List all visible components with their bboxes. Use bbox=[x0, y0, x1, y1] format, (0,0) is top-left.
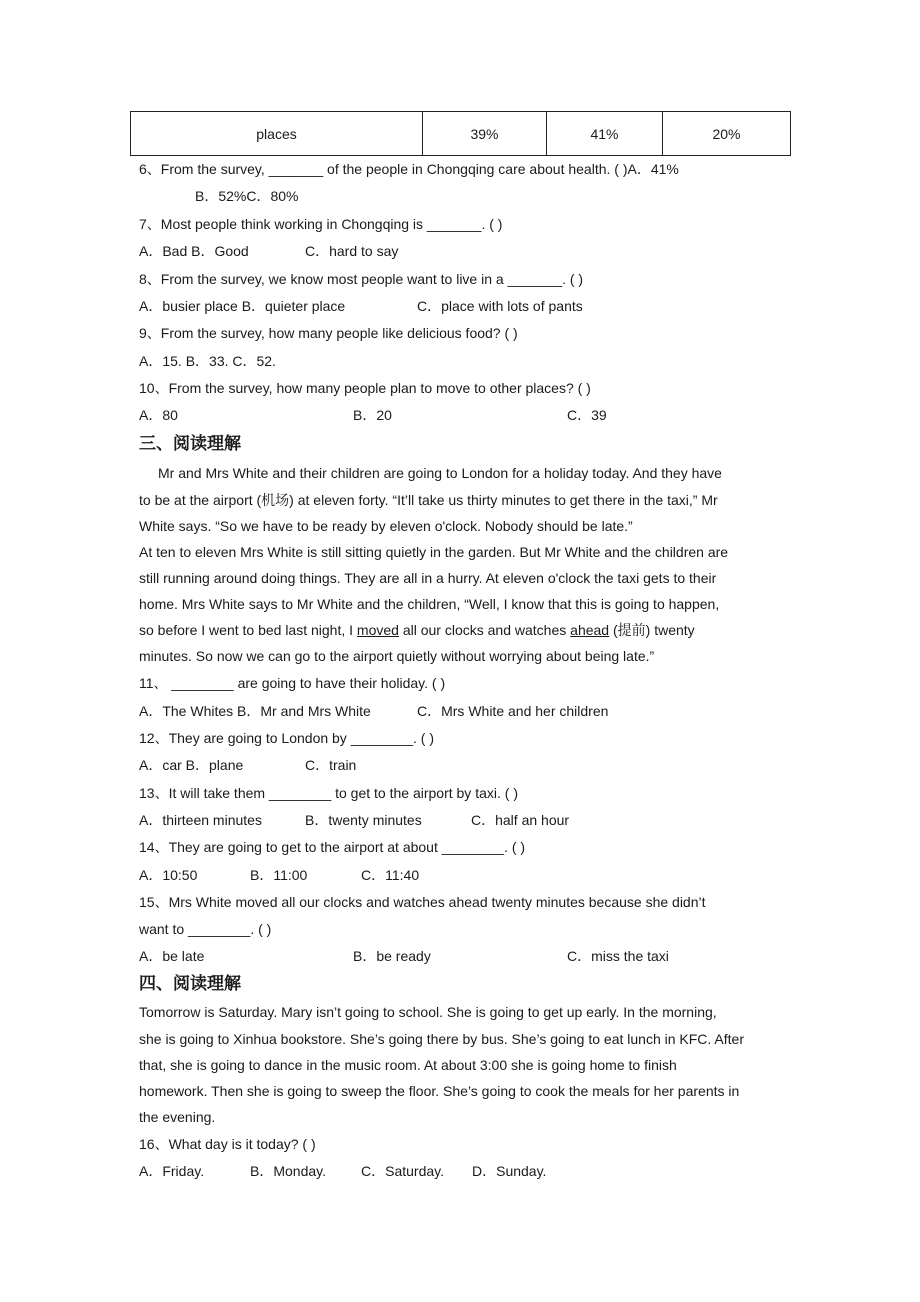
survey-table bbox=[130, 111, 791, 156]
passage-line bbox=[139, 621, 695, 639]
option: C．11:40 bbox=[361, 867, 420, 883]
option: C．half an hour bbox=[471, 812, 570, 828]
table-row bbox=[131, 112, 791, 156]
question-13: 13、It will take them ________ to get to the airport by taxi. ( ) bbox=[139, 785, 518, 801]
option: C．Saturday. bbox=[361, 1163, 444, 1179]
option: C．hard to say bbox=[305, 243, 399, 259]
option: B．be ready bbox=[353, 948, 431, 964]
option: A．The Whites B．Mr and Mrs White bbox=[139, 703, 371, 719]
option: A．thirteen minutes bbox=[139, 812, 262, 828]
option: C．39 bbox=[567, 407, 607, 423]
option: C．miss the taxi bbox=[567, 948, 669, 964]
option: A．80 bbox=[139, 407, 178, 423]
option: A．10:50 bbox=[139, 867, 198, 883]
option: A．car B．plane bbox=[139, 757, 244, 773]
section-heading: 四、阅读理解 bbox=[139, 974, 241, 994]
underlined-word: ahead bbox=[570, 622, 610, 638]
passage-text: (提前) twenty bbox=[609, 622, 695, 638]
question-8: 8、From the survey, we know most people want to live in a _______. ( ) bbox=[139, 271, 584, 287]
question-15-cont: want to ________. ( ) bbox=[139, 921, 272, 937]
question-14: 14、They are going to get to the airport at about ________. ( ) bbox=[139, 839, 526, 855]
option: A．busier place B．quieter place bbox=[139, 298, 346, 314]
option: B．11:00 bbox=[250, 867, 308, 883]
option: A．Bad B．Good bbox=[139, 243, 249, 259]
question-9: 9、From the survey, how many people like delicious food? ( ) bbox=[139, 325, 518, 341]
passage-line: she is going to Xinhua bookstore. She’s going there by bus. She’s going to eat lunch in KFC. After bbox=[139, 1031, 744, 1047]
question-6-options: B．52%C．80% bbox=[195, 188, 299, 204]
passage-text: so before I went to bed last night, I bbox=[139, 622, 357, 638]
passage-line: that, she is going to dance in the music room. At about 3:00 she is going home to finish bbox=[139, 1057, 677, 1073]
table-cell-value: 41% bbox=[547, 112, 663, 156]
question-11: 11、 ________ are going to have their holiday. ( ) bbox=[139, 675, 446, 691]
passage-line: Tomorrow is Saturday. Mary isn’t going to school. She is going to get up early. In the morning, bbox=[139, 1004, 717, 1020]
option: C．Mrs White and her children bbox=[417, 703, 609, 719]
option: C．place with lots of pants bbox=[417, 298, 583, 314]
table-cell-place: places bbox=[131, 112, 423, 156]
passage-line: homework. Then she is going to sweep the floor. She’s going to cook the meals for her parents in bbox=[139, 1083, 740, 1099]
question-12: 12、They are going to London by ________. ( ) bbox=[139, 730, 434, 746]
question-15: 15、Mrs White moved all our clocks and watches ahead twenty minutes because she didn’t bbox=[139, 894, 706, 910]
question-7: 7、Most people think working in Chongqing is _______. ( ) bbox=[139, 216, 503, 232]
passage-line: White says. “So we have to be ready by eleven o'clock. Nobody should be late.” bbox=[139, 518, 633, 534]
question-16: 16、What day is it today? ( ) bbox=[139, 1136, 316, 1152]
option: A．Friday. bbox=[139, 1163, 205, 1179]
passage-text: all our clocks and watches bbox=[398, 622, 571, 638]
question-6: 6、From the survey, _______ of the people in Chongqing care about health. ( )A．41% bbox=[139, 161, 679, 177]
passage-line: to be at the airport (机场) at eleven forty. “It’ll take us thirty minutes to get there in the taxi,” Mr bbox=[139, 492, 718, 508]
question-9-options: A．15. B．33. C．52. bbox=[139, 353, 276, 369]
table-cell-value: 39% bbox=[423, 112, 547, 156]
passage-line: still running around doing things. They are all in a hurry. At eleven o'clock the taxi gets to their bbox=[139, 570, 717, 586]
option: C．train bbox=[305, 757, 357, 773]
section-heading: 三、阅读理解 bbox=[139, 434, 241, 454]
option: B．20 bbox=[353, 407, 392, 423]
question-10: 10、From the survey, how many people plan to move to other places? ( ) bbox=[139, 380, 591, 396]
passage-line: At ten to eleven Mrs White is still sitting quietly in the garden. But Mr White and the children are bbox=[139, 544, 729, 560]
underlined-word: moved bbox=[356, 622, 399, 638]
table-cell-value: 20% bbox=[663, 112, 791, 156]
passage-line: Mr and Mrs White and their children are going to London for a holiday today. And they have bbox=[158, 465, 722, 481]
option: A．be late bbox=[139, 948, 205, 964]
passage-line: home. Mrs White says to Mr White and the children, “Well, I know that this is going to happen, bbox=[139, 596, 720, 612]
option: D．Sunday. bbox=[472, 1163, 547, 1179]
option: B．twenty minutes bbox=[305, 812, 422, 828]
passage-line: minutes. So now we can go to the airport quietly without worrying about being late.” bbox=[139, 648, 655, 664]
passage-line: the evening. bbox=[139, 1109, 216, 1125]
option: B．Monday. bbox=[250, 1163, 326, 1179]
